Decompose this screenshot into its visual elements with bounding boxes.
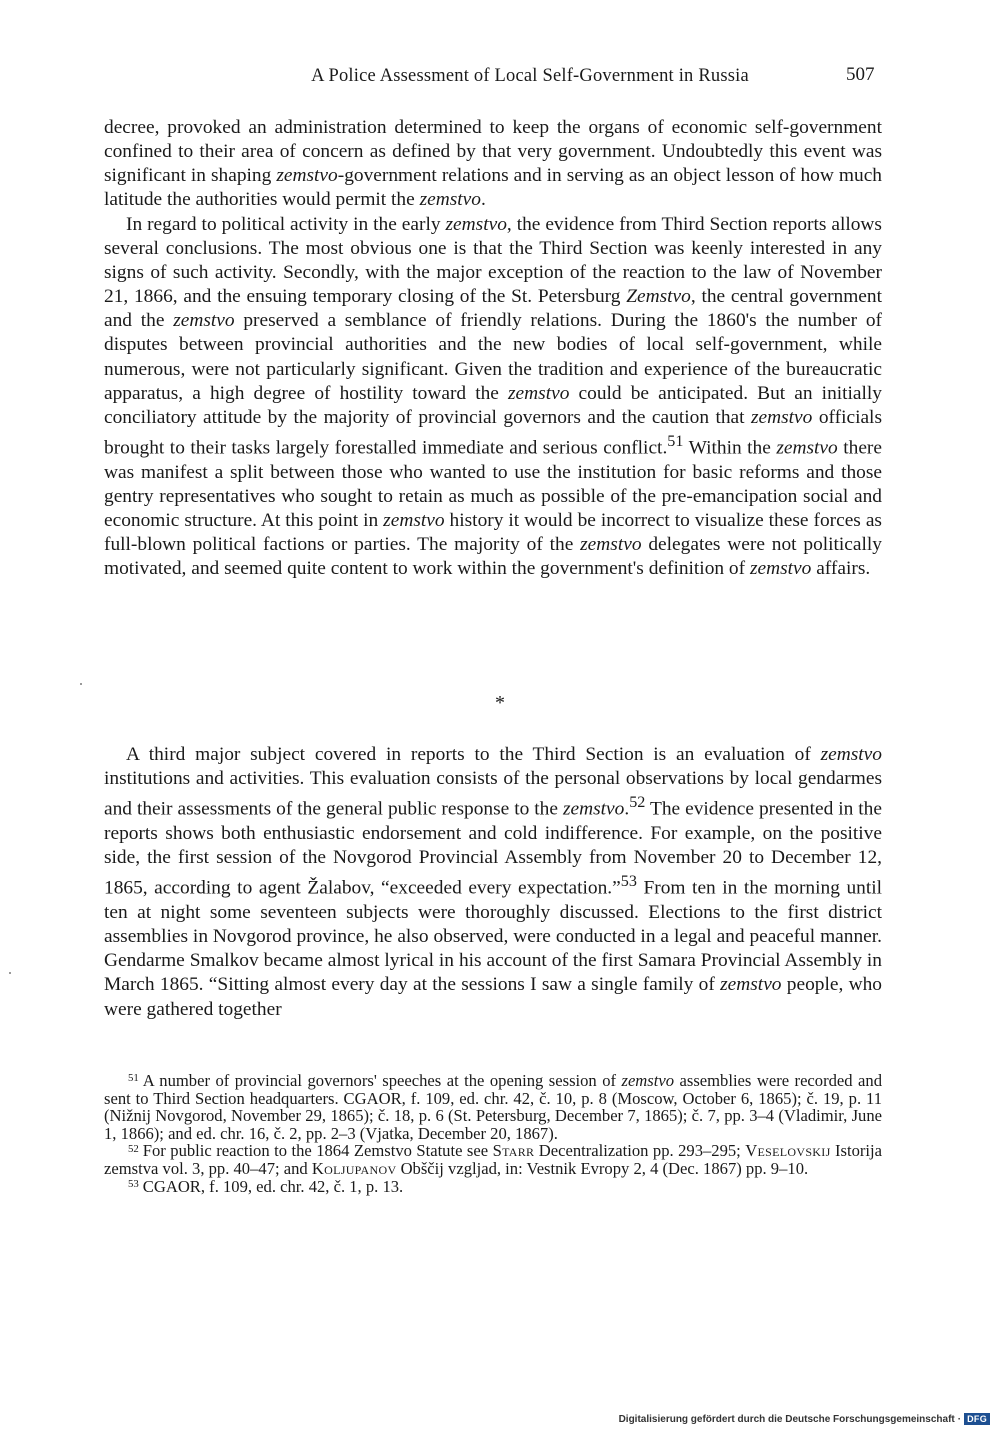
scan-speck: [9, 972, 11, 974]
dfg-logo-icon: DFG: [964, 1413, 990, 1425]
footnote-ref-51[interactable]: 51: [667, 433, 684, 451]
paragraph-continuation: decree, provoked an administration determined to keep the organs of economic self-government confined to their area of concern as defined by that very government. Undoubtedly this event was significant in shaping zemstvo-government relations and in serving as an object lesson of how much latitude the authorities would permit the zemstvo.: [104, 117, 882, 211]
paragraph-evaluation: A third major subject covered in reports to the Third Section is an evaluation of zemstvo institutions and activities. This evaluation consists of the personal observations by local gendarmes and their assessments of the general public response to the zemstvo.$^{52}$ The evidence presented in the reports shows both enthusiastic endorsement and cold indifference. For example, on the positive side, the first session of the Novgorod Provincial Assembly from November 20 to December 12, 1865, according to agent Žalabov, “exceeded every expectation.”$^{53}$ From ten in the morning until ten at night some seventeen subjects were thoroughly discussed. Elections to the first district assemblies in Novgorod province, he also observed, were conducted in a legal and peaceful manner. Gendarme Smalkov became almost lyrical in his account of the first Samara Provincial Assembly in March 1865. “Sitting almost every day at the sessions I saw a single family of zemstvo people, who were gathered together: [104, 744, 883, 1020]
scan-speck: [80, 683, 82, 685]
page-number: 507: [846, 64, 875, 85]
section-2: [104, 743, 882, 1022]
banner-text: Digitalisierung gefördert durch die Deutsche Forschungsgemeinschaft: [618, 1413, 955, 1425]
footnotes: [104, 1072, 882, 1195]
running-head: A Police Assessment of Local Self-Government in Russia: [311, 66, 749, 86]
footnote-ref-52[interactable]: 52: [629, 794, 646, 812]
footnote-52: $^{52}$ For public reaction to the 1864 Zemstvo Statute see Starr Decentralization pp. 293–295; Veselovskij Istorija zemstva vol. 3, pp. 40–47; and Koljupanov Obščij vzgljad, in: Vestnik Evropy 2, 4 (Dec. 1867) pp. 9–10.: [104, 1141, 883, 1178]
paragraph-political-activity: In regard to political activity in the early zemstvo, the evidence from Third Section reports allows several conclusions. The most obvious one is that the Third Section was keenly interested in any signs of such activity. Secondly, with the major exception of the reaction to the law of November 21, 1866, and the ensuing temporary closing of the St. Petersburg Zemstvo, the central government and the zemstvo preserved a semblance of friendly relations. During the 1860's the number of disputes between provincial authorities and the new bodies of local self-government, while numerous, were not particularly significant. Given the tradition and experience of the bureaucratic apparatus, a high degree of hostility toward the zemstvo could be anticipated. But an initially conciliatory attitude by the majority of provincial governors and the caution that zemstvo officials brought to their tasks largely forestalled immediate and serious conflict.$^{51}$ Within the zemstvo there was manifest a split between those who wanted to use the institution for basic reforms and those gentry representatives who sought to retain as much as possible of the pre-emancipation social and economic structure. At this point in zemstvo history it would be incorrect to visualize these forces as full-blown political factions or parties. The majority of the zemstvo delegates were not politically motivated, and seemed quite content to work within the government's definition of zemstvo affairs.: [104, 213, 882, 580]
footnote-53: $^{53}$ CGAOR, f. 109, ed. chr. 42, č. 1, p. 13.: [128, 1176, 404, 1196]
section-break-ornament: *: [495, 692, 505, 714]
digitization-banner: Digitalisierung gefördert durch die Deutsche Forschungsgemeinschaft · DFG: [619, 1413, 990, 1425]
footnote-51: $^{51}$ A number of provincial governors' speeches at the opening session of zemstvo assemblies were recorded and sent to Third Section headquarters. CGAOR, f. 109, ed. chr. 42, č. 10, p. 8 (Moscow, October 6, 1865); č. 19, p. 11 (Nižnij Novgorod, November 29, 1865); č. 18, p. 6 (St. Petersburg, December 7, 1865); č. 7, pp. 3–4 (Vladimir, June 1, 1866); and ed. chr. 16, č. 2, pp. 2–3 (Vjatka, December 20, 1867).: [104, 1071, 882, 1143]
section-1: [104, 116, 882, 581]
footnote-ref-53[interactable]: 53: [620, 873, 637, 891]
